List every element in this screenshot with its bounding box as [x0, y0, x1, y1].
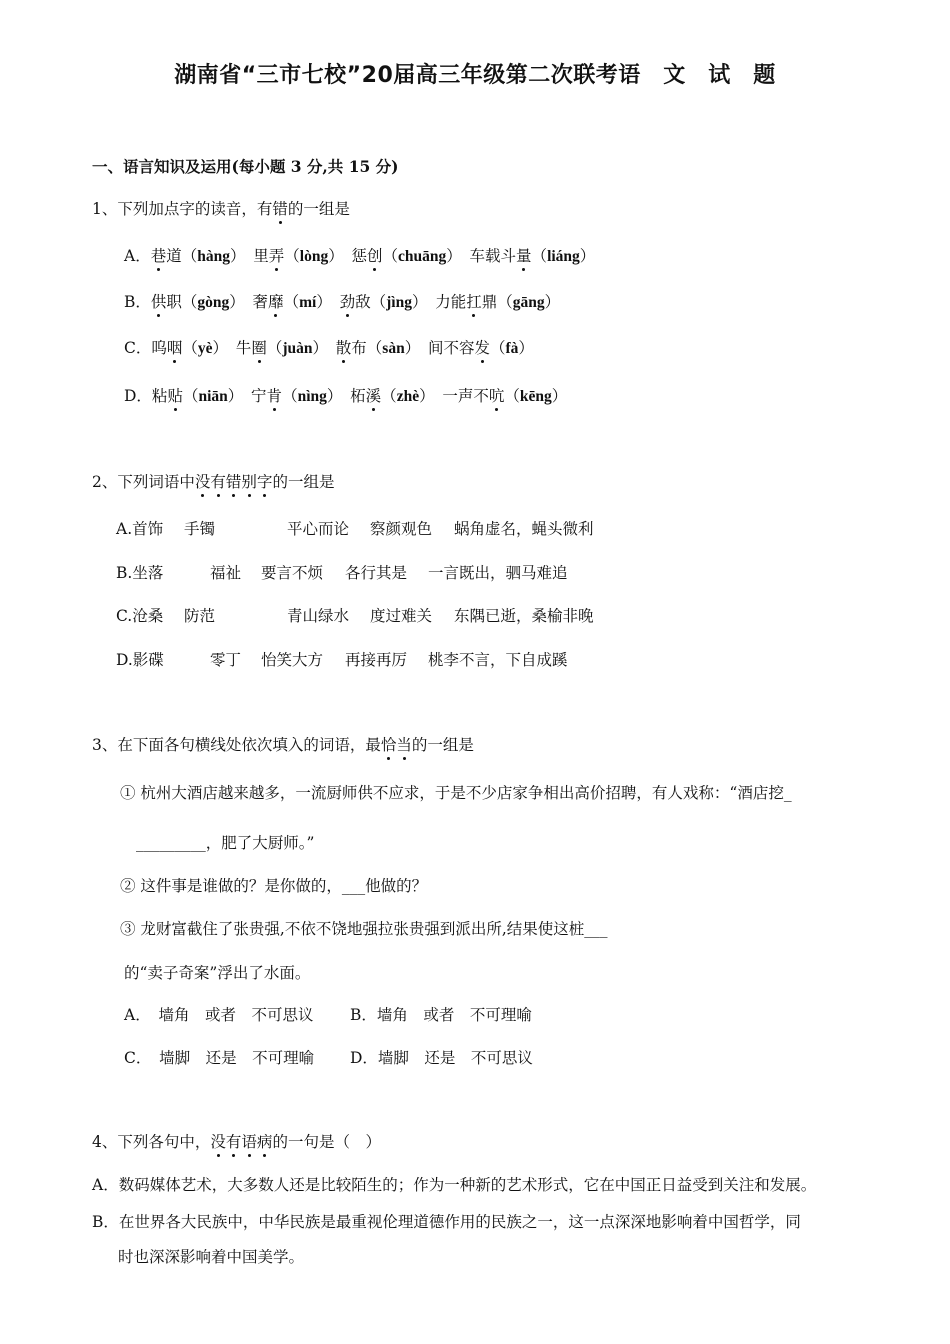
pinyin: hàng: [197, 248, 230, 265]
dotted-char: 有: [210, 473, 226, 491]
word: 桃李不言，下自成蹊: [428, 651, 568, 669]
option-text: （: [182, 387, 199, 405]
option-text: ）: [544, 293, 561, 311]
option-text: （: [531, 247, 548, 265]
stem-text: 的一句是（ ）: [272, 1133, 381, 1151]
word: 福祉: [210, 564, 242, 582]
dotted-char: 散: [335, 339, 352, 357]
option-text: 道（: [166, 247, 198, 265]
word: 零丁: [210, 651, 242, 669]
pinyin: gāng: [512, 294, 545, 311]
dotted-char: 供: [150, 293, 167, 311]
word: 一言既出，驷马难追: [428, 564, 568, 582]
dotted-char: 靡: [268, 293, 284, 311]
dotted-char: 字: [256, 473, 273, 491]
dotted-char: 有: [225, 1133, 242, 1151]
word: 手镯: [184, 520, 216, 538]
word: 度过难关: [370, 607, 433, 625]
option-text: （: [284, 247, 300, 265]
dotted-char: 没: [210, 1133, 226, 1151]
dotted-char: 发: [474, 339, 490, 357]
dotted-char: 语: [241, 1133, 257, 1151]
stem-text: 3、在下面各句横线处依次填入的词语，最: [92, 736, 381, 754]
word: 防范: [184, 607, 216, 625]
pinyin: gòng: [197, 294, 230, 311]
word: 青山绿水: [287, 607, 350, 625]
dotted-char: 创: [366, 247, 383, 265]
pinyin: sàn: [382, 340, 405, 357]
dotted-char: 量: [516, 247, 532, 265]
dotted-char: 错: [225, 473, 242, 491]
question-1-option-b: [124, 291, 560, 314]
option-text: D．粘: [124, 387, 168, 405]
pinyin: zhè: [396, 388, 420, 405]
option-text: ）: [551, 387, 568, 405]
question-4-option-b: B．在世界各大民族中，中华民族是最重视伦理道德作用的民族之一，这一点深深地影响着中国哲学，同: [92, 1213, 801, 1231]
page-title: 湖南省“三市七校”20届高三年级第二次联考语 文 试 题: [174, 63, 776, 88]
option-text: （: [382, 247, 399, 265]
word: D.影碟: [116, 651, 164, 669]
dotted-char: 没: [194, 473, 211, 491]
question-3-option-d: D．墙脚 还是 不可思议: [350, 1049, 533, 1067]
option-text: ） 柘: [326, 387, 366, 405]
dotted-char: 咽: [166, 339, 183, 357]
stem-text: 4、下列各句中，: [92, 1133, 211, 1151]
pinyin: niān: [198, 388, 228, 405]
option-text: ） 里: [229, 247, 269, 265]
question-3-sentence-1-cont: _________，肥了大厨师。”: [136, 834, 315, 852]
word: C.沧桑: [116, 607, 164, 625]
option-text: （: [283, 293, 300, 311]
option-text: 敌（: [355, 293, 387, 311]
question-3-stem: [92, 734, 474, 756]
dotted-char: 别: [241, 473, 257, 491]
option-text: C．呜: [124, 339, 167, 357]
pinyin: liáng: [547, 248, 580, 265]
option-text: （: [504, 387, 520, 405]
stem-text: 的一组是: [272, 473, 335, 491]
option-text: （: [381, 387, 397, 405]
dotted-char: 当: [396, 736, 412, 754]
word: A.首饰: [116, 520, 164, 538]
option-text: ） 宁: [227, 387, 267, 405]
option-text: ） 牛: [212, 339, 252, 357]
option-text: 鼎（: [481, 293, 513, 311]
option-text: ） 奢: [229, 293, 269, 311]
question-3-sentence-2: ② 这件事是谁做的？是你做的，___他做的？: [120, 877, 428, 895]
question-1-option-c: [124, 337, 534, 360]
question-3-option-c: C． 墙脚 还是 不可理喻: [124, 1049, 315, 1067]
pinyin: mí: [299, 294, 317, 311]
option-text: （: [182, 339, 198, 357]
option-text: 职（: [166, 293, 198, 311]
dotted-char: 劲: [339, 293, 356, 311]
dotted-char: 溪: [365, 387, 382, 405]
pinyin: jìng: [386, 294, 412, 311]
word: 东隅已逝，桑榆非晚: [454, 607, 594, 625]
word: 察颜观色: [370, 520, 433, 538]
option-text: ） 力能: [411, 293, 467, 311]
dotted-char: 恰: [380, 736, 397, 754]
option-text: ）: [312, 339, 336, 357]
pinyin: juàn: [282, 340, 313, 357]
option-text: ）: [579, 247, 596, 265]
option-text: A．: [124, 247, 151, 265]
option-text: （: [282, 387, 298, 405]
option-text: ）: [316, 293, 340, 311]
dotted-char: 贴: [167, 387, 183, 405]
stem-text: 的一组是: [411, 736, 474, 754]
dotted-char: 肯: [266, 387, 283, 405]
word: 要言不烦: [261, 564, 324, 582]
pinyin: lòng: [299, 248, 329, 265]
option-text: （: [266, 339, 283, 357]
option-text: ） 惩: [328, 247, 367, 265]
question-3-sentence-3: ③ 龙财富截住了张贵强,不依不饶地强拉张贵强到派出所,结果使这桩___: [120, 920, 608, 938]
question-3-option-b: B．墙角 或者 不可理喻: [350, 1006, 532, 1024]
dotted-char: 错: [272, 200, 288, 218]
question-3-sentence-1: ① 杭州大酒店越来越多，一流厨师供不应求，于是不少店家争相出高价招聘，有人戏称：“酒店挖_: [120, 784, 792, 802]
word: B.坐落: [116, 564, 164, 582]
dotted-char: 病: [256, 1133, 273, 1151]
question-3-option-a: A． 墙角 或者 不可思议: [124, 1006, 314, 1024]
stem-text: 的一组是: [287, 200, 350, 218]
option-text: 布（: [351, 339, 383, 357]
option-text: ） 间不容: [404, 339, 475, 357]
stem-text: 2、下列词语中: [92, 473, 195, 491]
word: 再接再厉: [345, 651, 408, 669]
word: 怡笑大方: [261, 651, 324, 669]
word: 各行其是: [345, 564, 408, 582]
word: 平心而论: [287, 520, 350, 538]
question-4-stem: [92, 1131, 381, 1153]
option-text: （: [489, 339, 506, 357]
question-4-option-b-cont: 时也深深影响着中国美学。: [118, 1248, 305, 1266]
pinyin: kēng: [519, 388, 552, 405]
question-4-option-a: A．数码媒体艺术，大多数人还是比较陌生的；作为一种新的艺术形式，它在中国正日益受到关注和发展。: [92, 1176, 817, 1194]
dotted-char: 巷: [150, 247, 167, 265]
question-1-option-a: [124, 245, 595, 268]
dotted-char: 吭: [488, 387, 505, 405]
option-text: ） 车载斗: [446, 247, 517, 265]
pinyin: fà: [505, 340, 519, 357]
dotted-char: 圈: [251, 339, 267, 357]
stem-text: 1、下列加点字的读音，有: [92, 200, 273, 218]
dotted-char: 扛: [466, 293, 482, 311]
pinyin: nìng: [297, 388, 327, 405]
option-text: ） 一声不: [419, 387, 489, 405]
word: 蜗角虚名，蝇头微利: [454, 520, 594, 538]
question-1-option-d: [124, 385, 567, 408]
pinyin: chuāng: [398, 248, 447, 265]
question-2-stem: [92, 471, 334, 493]
question-3-sentence-3-cont: 的“卖子奇案”浮出了水面。: [124, 964, 311, 982]
section-heading: 一、语言知识及运用(每小题 3 分,共 15 分): [92, 157, 399, 176]
question-1-stem: [92, 198, 350, 220]
option-text: ）: [518, 339, 534, 357]
pinyin: yè: [197, 340, 213, 357]
dotted-char: 弄: [268, 247, 285, 265]
option-text: B．: [124, 293, 151, 311]
